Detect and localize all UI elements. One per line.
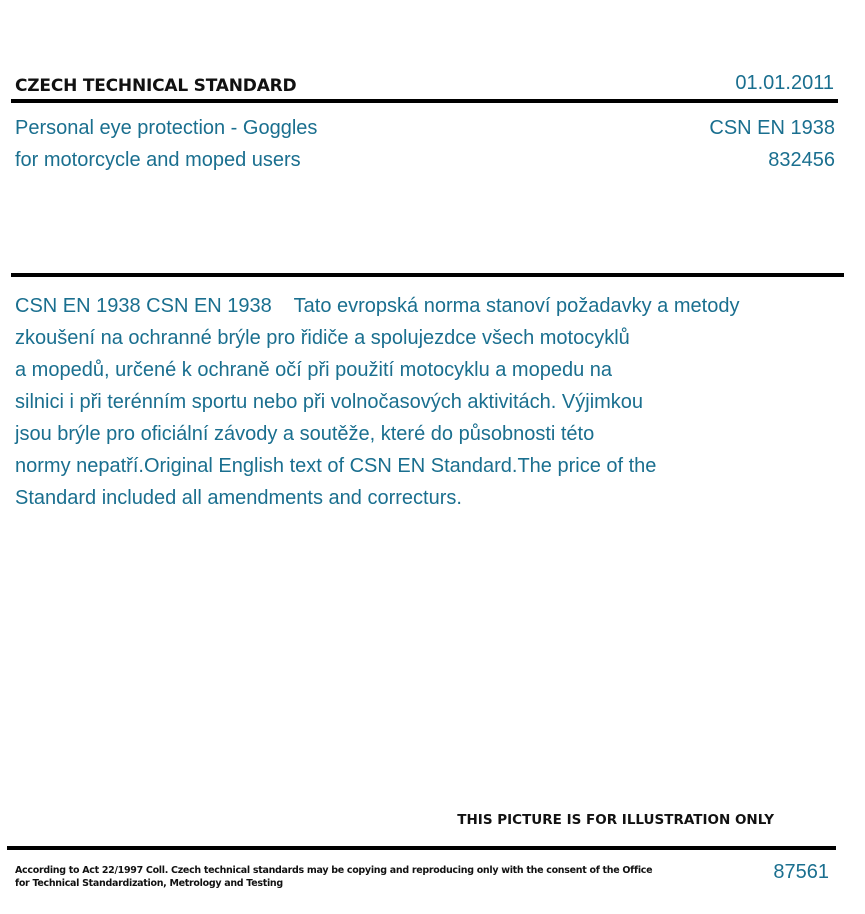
legal-line-1: According to Act 22/1997 Coll. Czech technical standards may be copying and reproducing only with the consent of the Office [15, 865, 653, 876]
issue-date: 01.01.2011 [735, 72, 834, 94]
abstract-line: silnici i při terénním sportu nebo při volnočasových aktivitách. Výjimkou [15, 391, 644, 413]
abstract-line: CSN EN 1938 CSN EN 1938 Tato evropská norma stanoví požadavky a metody [15, 295, 740, 317]
catalog-number: 832456 [768, 149, 835, 171]
title-line-1: Personal eye protection - Goggles [15, 117, 318, 139]
abstract-line: a mopedů, určené k ochraně očí při použití motocyklu a mopedu na [15, 359, 613, 381]
abstract-line: zkoušení na ochranné brýle pro řidiče a spolujezdce všech motocyklů [15, 327, 630, 349]
footer-divider [7, 846, 836, 850]
legal-line-2: for Technical Standardization, Metrology and Testing [15, 878, 283, 889]
abstract-line: jsou brýle pro oficiální závody a soutěže, které do působnosti této [15, 423, 595, 445]
abstract-text [15, 290, 815, 514]
header-divider [11, 99, 838, 103]
abstract-line: Standard included all amendments and correcturs. [15, 487, 462, 509]
document-code: 87561 [773, 861, 829, 883]
title-divider [11, 273, 844, 277]
standard-label: CZECH TECHNICAL STANDARD [15, 76, 297, 96]
standard-number: CSN EN 1938 [709, 117, 835, 139]
legal-notice [15, 864, 652, 890]
abstract-line: normy nepatří.Original English text of CSN EN Standard.The price of the [15, 455, 657, 477]
illustration-note: THIS PICTURE IS FOR ILLUSTRATION ONLY [457, 812, 774, 828]
title-line-2: for motorcycle and moped users [15, 149, 301, 171]
